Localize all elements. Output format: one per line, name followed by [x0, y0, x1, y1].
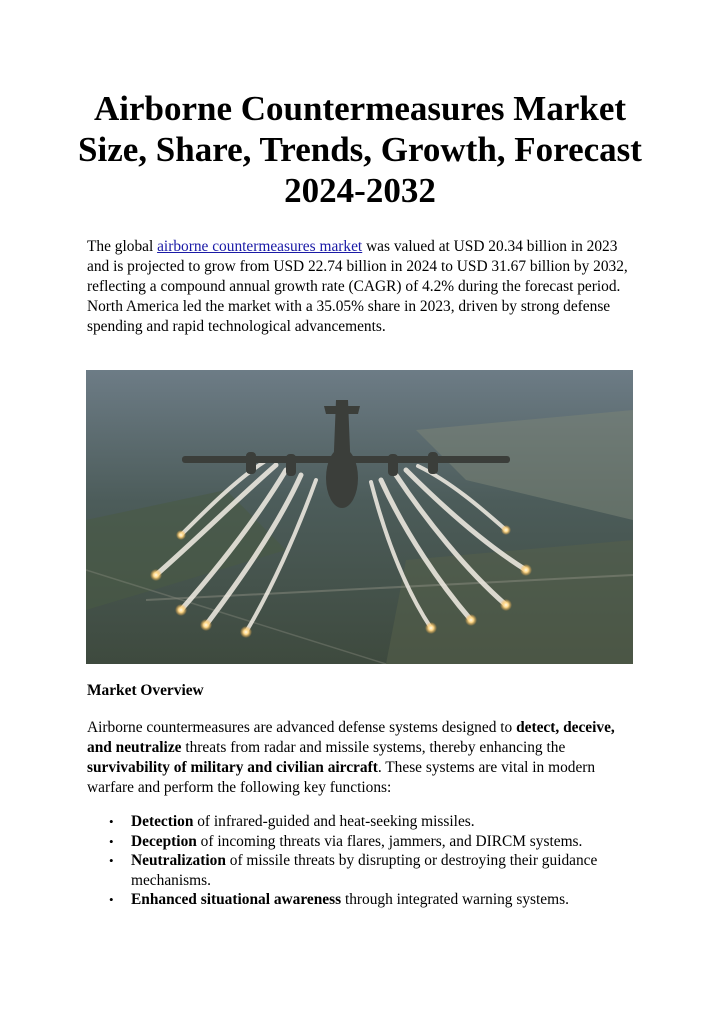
overview-text-2: threats from radar and missile systems, thereby enhancing the [181, 739, 566, 756]
list-item [87, 890, 647, 910]
list-item-bold: Detection [131, 813, 194, 830]
bullet-icon: • [109, 814, 114, 829]
overview-bold-1: detect, deceive, and neutralize [87, 719, 615, 756]
aircraft-flares-photo [86, 370, 633, 664]
page-title: Airborne Countermeasures Market Size, Share, Trends, Growth, Forecast 2024-2032 [78, 89, 642, 210]
bullet-icon: • [109, 833, 114, 849]
list-item [87, 812, 647, 832]
list-item-text: through integrated warning systems. [341, 891, 569, 908]
overview-text-3: . These systems are vital in modern warfare and perform the following key functions: [87, 759, 596, 796]
list-item [87, 832, 647, 852]
list-item-text: of incoming threats via flares, jammers, and DIRCM systems. [196, 832, 583, 850]
overview-text-1: Airborne countermeasures are advanced defense systems designed to [87, 719, 517, 736]
bullet-icon: • [109, 853, 114, 868]
list-item [87, 851, 647, 890]
list-item-text: of missile threats by disrupting or destroying their guidance mechanisms. [131, 852, 598, 889]
list-item-text: of infrared-guided and heat-seeking missiles. [193, 813, 475, 830]
intro-lead-text: The global [87, 238, 158, 255]
intro-rest-text: was valued at USD 20.34 billion in 2023 and is projected to grow from USD 22.74 billion in 2024 to USD 31.67 billion by 2032, reflecting a compound annual growth rate (CAGR) of 4.2% during the forecast period. North America led the market with a 35.05% share in 2023, driven by strong defense spending and rapid technological advancements. [87, 238, 628, 335]
list-item-bold: Neutralization [131, 852, 226, 869]
market-link[interactable]: airborne countermeasures market [157, 238, 363, 255]
overview-bold-2: survivability of military and civilian aircraft [87, 759, 378, 776]
bullet-icon: • [109, 892, 114, 907]
intro-paragraph [87, 237, 639, 337]
section-heading: Market Overview [87, 682, 204, 699]
list-item-bold: Enhanced situational awareness [131, 891, 342, 908]
list-item-bold: Deception [131, 832, 197, 850]
overview-paragraph [87, 718, 639, 798]
photo-illustration [86, 370, 633, 664]
functions-list [87, 812, 647, 910]
